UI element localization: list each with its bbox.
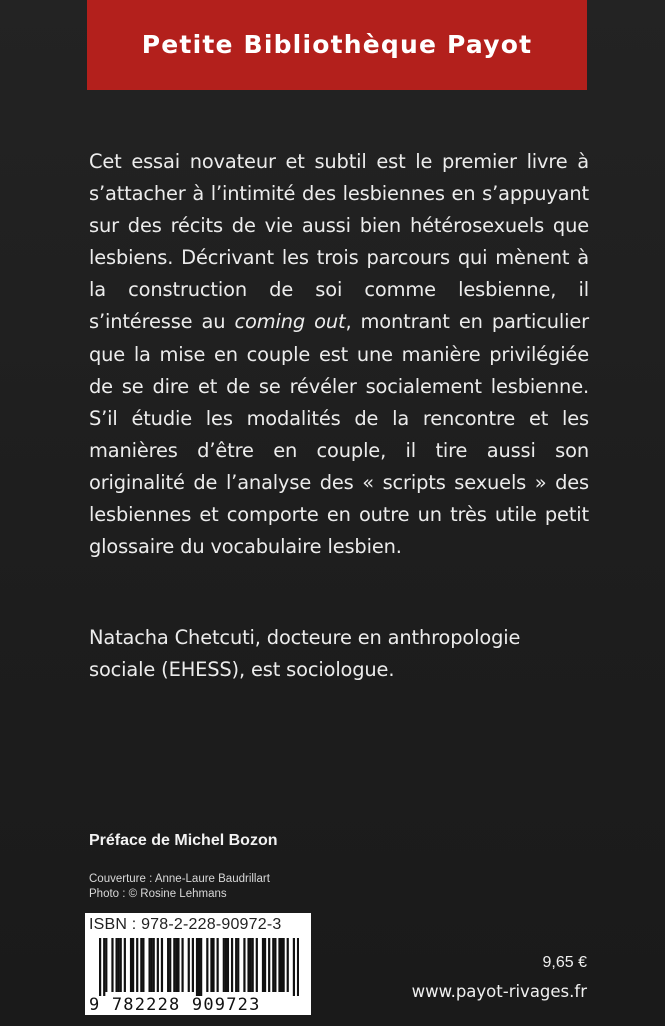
barcode-bar xyxy=(272,938,274,992)
barcode-bar xyxy=(223,938,225,992)
barcode-bar xyxy=(115,938,117,992)
barcode-bar xyxy=(247,938,249,992)
barcode-bar xyxy=(103,938,105,996)
blurb-text-end: , montrant en particulier que la mise en couple est une manière privilégiée de se dire et de se révéler socialement lesbienne. S’il étudie les modalités de la rencontre et les manières d’être en couple, il tire aussi son originalité de l’analyse des « scripts sexuels » des lesbiennes et comporte en outre un très utile petit glossaire du vocabulaire lesbien. xyxy=(89,310,589,559)
barcode-bar xyxy=(161,938,163,992)
barcode-block xyxy=(85,913,311,1015)
barcode-bar xyxy=(118,938,120,992)
barcode-bar xyxy=(167,938,169,992)
publisher-website: www.payot-rivages.fr xyxy=(411,982,587,1001)
barcode-bar xyxy=(297,938,299,996)
barcode-bar xyxy=(153,938,155,992)
barcode-image xyxy=(99,938,299,996)
barcode-bar xyxy=(227,938,229,992)
isbn-label: ISBN : 978-2-228-90972-3 xyxy=(89,916,282,933)
photo-credit: Photo : © Rosine Lehmans xyxy=(89,888,227,900)
book-blurb xyxy=(89,146,589,563)
barcode-bar xyxy=(217,938,219,992)
barcode-bar xyxy=(256,938,258,992)
barcode-bar xyxy=(175,938,177,992)
barcode-bar xyxy=(177,938,179,992)
barcode-bar xyxy=(237,938,239,992)
barcode-bar xyxy=(196,938,198,996)
barcode-bar xyxy=(206,938,208,992)
barcode-bar xyxy=(293,938,295,996)
barcode-bar xyxy=(250,938,252,992)
series-banner xyxy=(87,0,587,90)
barcode-bar xyxy=(130,938,132,992)
barcode-bar xyxy=(231,938,233,992)
barcode-bar xyxy=(188,938,190,992)
barcode-bar xyxy=(181,938,183,992)
barcode-bar xyxy=(252,938,254,992)
barcode-bar xyxy=(274,938,276,992)
cover-credit: Couverture : Anne-Laure Baudrillart xyxy=(89,873,270,885)
barcode-bar xyxy=(132,938,134,992)
barcode-bar xyxy=(200,938,202,996)
barcode-bar xyxy=(262,938,264,992)
barcode-bar xyxy=(148,938,150,992)
preface-credit: Préface de Michel Bozon xyxy=(89,832,278,849)
barcode-bar xyxy=(235,938,237,992)
barcode-bar xyxy=(140,938,142,992)
barcode-digits: 9 782228 909723 xyxy=(89,995,261,1015)
series-title: Petite Bibliothèque Payot xyxy=(141,29,533,59)
barcode-bar xyxy=(210,938,212,992)
barcode-bar xyxy=(243,938,245,992)
barcode-bar xyxy=(157,938,159,992)
barcode-bar xyxy=(136,938,138,992)
barcode-bar xyxy=(280,938,282,992)
barcode-bar xyxy=(192,938,194,992)
barcode-bar xyxy=(278,938,280,992)
barcode-bar xyxy=(225,938,227,992)
barcode-bar xyxy=(105,938,107,992)
blurb-italic-term: coming out xyxy=(234,310,346,334)
barcode-bar xyxy=(120,938,122,992)
barcode-bar xyxy=(287,938,289,992)
barcode-bar xyxy=(124,938,126,992)
barcode-bar xyxy=(151,938,153,992)
barcode-bar xyxy=(173,938,175,992)
image-credits xyxy=(89,872,270,902)
barcode-bar xyxy=(264,938,266,992)
barcode-bar xyxy=(99,938,101,996)
barcode-bar xyxy=(268,938,270,992)
barcode-bar xyxy=(198,938,200,996)
barcode-bar xyxy=(169,938,171,992)
author-bio: Natacha Chetcuti, docteure en anthropologie sociale (EHESS), est sociologue. xyxy=(89,626,521,682)
barcode-bar xyxy=(283,938,285,992)
barcode-bar xyxy=(212,938,214,992)
blurb-text-start: Cet essai novateur et subtil est le premier livre à s’attacher à l’intimité des lesbiennes en s’appuyant sur des récits de vie aussi bien hétérosexuels que lesbiens. Décrivant les trois parcours qui mènent à la construction de soi comme lesbienne, il s’intéresse au xyxy=(89,150,589,334)
barcode-bar xyxy=(142,938,144,992)
barcode-bar xyxy=(111,938,113,992)
price: 9,65 € xyxy=(542,954,587,971)
